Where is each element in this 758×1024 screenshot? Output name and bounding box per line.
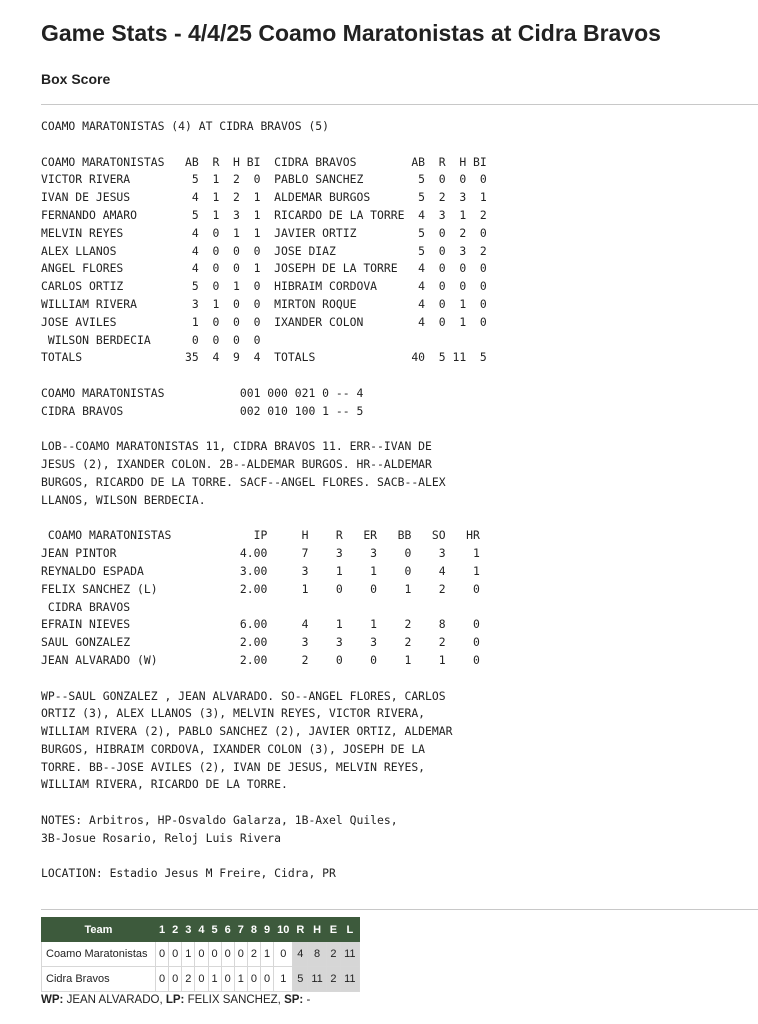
box-score-line: FELIX SANCHEZ (L) 2.00 1 0 0 1 2 0	[41, 581, 480, 596]
box-score-line	[41, 367, 487, 385]
pitcher-decisions	[41, 994, 310, 1006]
box-score-line: IVAN DE JESUS 4 1 2 1 ALDEMAR BURGOS 5 2 3 1	[41, 190, 487, 205]
linescore-table	[41, 917, 360, 992]
box-score-line: CIDRA BRAVOS 002 010 100 1 -- 5	[41, 403, 364, 418]
box-score-line: REYNALDO ESPADA 3.00 3 1 1 0 4 1	[41, 563, 480, 578]
box-score-line: TORRE. BB--JOSE AVILES (2), IVAN DE JESUS, MELVIN REYES,	[41, 759, 426, 774]
box-score-line: 3B-Josue Rosario, Reloj Luis Rivera	[41, 830, 282, 845]
linescore-header-inning-10: 10	[274, 918, 293, 942]
linescore-header-inning-2: 2	[169, 918, 182, 942]
box-score-line: WP--SAUL GONZALEZ , JEAN ALVARADO. SO--ANGEL FLORES, CARLOS	[41, 688, 446, 703]
box-score-line	[41, 136, 487, 154]
box-score-line	[41, 510, 487, 528]
linescore-hits-total: 11	[308, 967, 326, 992]
box-score-line: WILSON BERDECIA 0 0 0 0	[41, 332, 261, 347]
box-score-line: NOTES: Arbitros, HP-Osvaldo Galarza, 1B-Axel Quiles,	[41, 813, 398, 828]
linescore-inning-cell: 0	[261, 967, 274, 992]
linescore-header-inning-3: 3	[182, 918, 195, 942]
linescore-header-row	[42, 918, 360, 942]
page-title: Game Stats - 4/4/25 Coamo Maratonistas at Cidra Bravos	[41, 20, 661, 46]
box-score-line: BURGOS, HIBRAIM CORDOVA, IXANDER COLON (3), JOSEPH DE LA	[41, 741, 426, 756]
linescore-lob-total: 11	[341, 967, 359, 992]
linescore-header-lob: L	[341, 918, 359, 942]
linescore-header-inning-9: 9	[261, 918, 274, 942]
linescore-inning-cell: 0	[169, 942, 182, 967]
save-pitcher-value: -	[306, 994, 311, 1006]
save-pitcher-label: SP:	[284, 994, 304, 1006]
box-score-line: COAMO MARATONISTAS 001 000 021 0 -- 4	[41, 385, 364, 400]
linescore-header-inning-4: 4	[195, 918, 208, 942]
box-score-line: CARLOS ORTIZ 5 0 1 0 HIBRAIM CORDOVA 4 0 0 0	[41, 279, 487, 294]
linescore-team-name: Cidra Bravos	[42, 967, 156, 992]
linescore-inning-cell: 0	[208, 942, 221, 967]
box-score-line: ORTIZ (3), ALEX LLANOS (3), MELVIN REYES, VICTOR RIVERA,	[41, 706, 426, 721]
box-score-line: LOCATION: Estadio Jesus M Freire, Cidra, PR	[41, 866, 336, 881]
winning-pitcher-value: JEAN ALVARADO,	[66, 994, 163, 1006]
linescore-header-inning-6: 6	[221, 918, 234, 942]
linescore-runs-total: 5	[293, 967, 308, 992]
box-score-line: ALEX LLANOS 4 0 0 0 JOSE DIAZ 5 0 3 2	[41, 243, 487, 258]
box-score-line: WILLIAM RIVERA 3 1 0 0 MIRTON ROQUE 4 0 1 0	[41, 296, 487, 311]
box-score-line: TOTALS 35 4 9 4 TOTALS 40 5 11 5	[41, 350, 487, 365]
losing-pitcher-value: FELIX SANCHEZ,	[187, 994, 281, 1006]
linescore-inning-cell: 1	[208, 967, 221, 992]
box-score-line: JEAN PINTOR 4.00 7 3 3 0 3 1	[41, 546, 480, 561]
box-score-line: COAMO MARATONISTAS IP H R ER BB SO HR	[41, 528, 480, 543]
box-score-line: EFRAIN NIEVES 6.00 4 1 1 2 8 0	[41, 617, 480, 632]
linescore-header-runs: R	[293, 918, 308, 942]
box-score-line: COAMO MARATONISTAS (4) AT CIDRA BRAVOS (5)	[41, 119, 330, 133]
linescore-header-inning-5: 5	[208, 918, 221, 942]
box-score-line: BURGOS, RICARDO DE LA TORRE. SACF--ANGEL FLORES. SACB--ALEX	[41, 474, 446, 489]
linescore-inning-cell: 1	[182, 942, 195, 967]
losing-pitcher-label: LP:	[165, 994, 185, 1006]
divider-top	[41, 104, 758, 105]
linescore-inning-cell: 0	[195, 942, 208, 967]
linescore-inning-cell: 1	[274, 967, 293, 992]
box-score-line	[41, 848, 487, 866]
linescore-header-errors: E	[326, 918, 340, 942]
linescore-hits-total: 8	[308, 942, 326, 967]
linescore-lob-total: 11	[341, 942, 359, 967]
box-score-line: MELVIN REYES 4 0 1 1 JAVIER ORTIZ 5 0 2 0	[41, 225, 487, 240]
box-score-line: LOB--COAMO MARATONISTAS 11, CIDRA BRAVOS 11. ERR--IVAN DE	[41, 439, 432, 454]
linescore-inning-cell: 2	[182, 967, 195, 992]
box-score-line: FERNANDO AMARO 5 1 3 1 RICARDO DE LA TORRE 4 3 1 2	[41, 207, 487, 222]
linescore-header-team: Team	[42, 918, 156, 942]
box-score-line: WILLIAM RIVERA, RICARDO DE LA TORRE.	[41, 777, 288, 792]
linescore-inning-cell: 1	[261, 942, 274, 967]
linescore-errors-total: 2	[326, 942, 340, 967]
winning-pitcher-label: WP:	[41, 994, 64, 1006]
linescore-inning-cell: 0	[169, 967, 182, 992]
linescore-inning-cell: 0	[274, 942, 293, 967]
box-score-line: LLANOS, WILSON BERDECIA.	[41, 492, 206, 507]
box-score-line: COAMO MARATONISTAS AB R H BI CIDRA BRAVOS AB R H BI	[41, 154, 487, 169]
linescore-row-away	[42, 942, 360, 967]
linescore-inning-cell: 0	[234, 942, 247, 967]
linescore-header-inning-7: 7	[234, 918, 247, 942]
linescore-inning-cell: 0	[195, 967, 208, 992]
box-score-text	[41, 118, 487, 883]
box-score-line: JOSE AVILES 1 0 0 0 IXANDER COLON 4 0 1 0	[41, 314, 487, 329]
linescore-header-inning-1: 1	[156, 918, 169, 942]
box-score-line	[41, 794, 487, 812]
box-score-line	[41, 670, 487, 688]
linescore-header-hits: H	[308, 918, 326, 942]
linescore-header-inning-8: 8	[247, 918, 260, 942]
linescore-inning-cell: 0	[221, 967, 234, 992]
box-score-line: VICTOR RIVERA 5 1 2 0 PABLO SANCHEZ 5 0 0 0	[41, 172, 487, 187]
box-score-line: WILLIAM RIVERA (2), PABLO SANCHEZ (2), JAVIER ORTIZ, ALDEMAR	[41, 724, 453, 739]
box-score-line: SAUL GONZALEZ 2.00 3 3 3 2 2 0	[41, 635, 480, 650]
linescore-runs-total: 4	[293, 942, 308, 967]
box-score-line: CIDRA BRAVOS	[41, 599, 131, 614]
linescore-inning-cell: 0	[247, 967, 260, 992]
box-score-line: JEAN ALVARADO (W) 2.00 2 0 0 1 1 0	[41, 652, 480, 667]
linescore-inning-cell: 0	[156, 942, 169, 967]
box-score-line: ANGEL FLORES 4 0 0 1 JOSEPH DE LA TORRE 4 0 0 0	[41, 261, 487, 276]
box-score-line: JESUS (2), IXANDER COLON. 2B--ALDEMAR BURGOS. HR--ALDEMAR	[41, 457, 432, 472]
linescore-inning-cell: 2	[247, 942, 260, 967]
linescore-inning-cell: 0	[221, 942, 234, 967]
linescore-inning-cell: 1	[234, 967, 247, 992]
linescore-team-name: Coamo Maratonistas	[42, 942, 156, 967]
divider-bottom	[41, 909, 758, 910]
linescore-inning-cell: 0	[156, 967, 169, 992]
box-score-line	[41, 421, 487, 439]
section-title: Box Score	[41, 71, 111, 87]
linescore-errors-total: 2	[326, 967, 340, 992]
linescore-row-home	[42, 967, 360, 992]
